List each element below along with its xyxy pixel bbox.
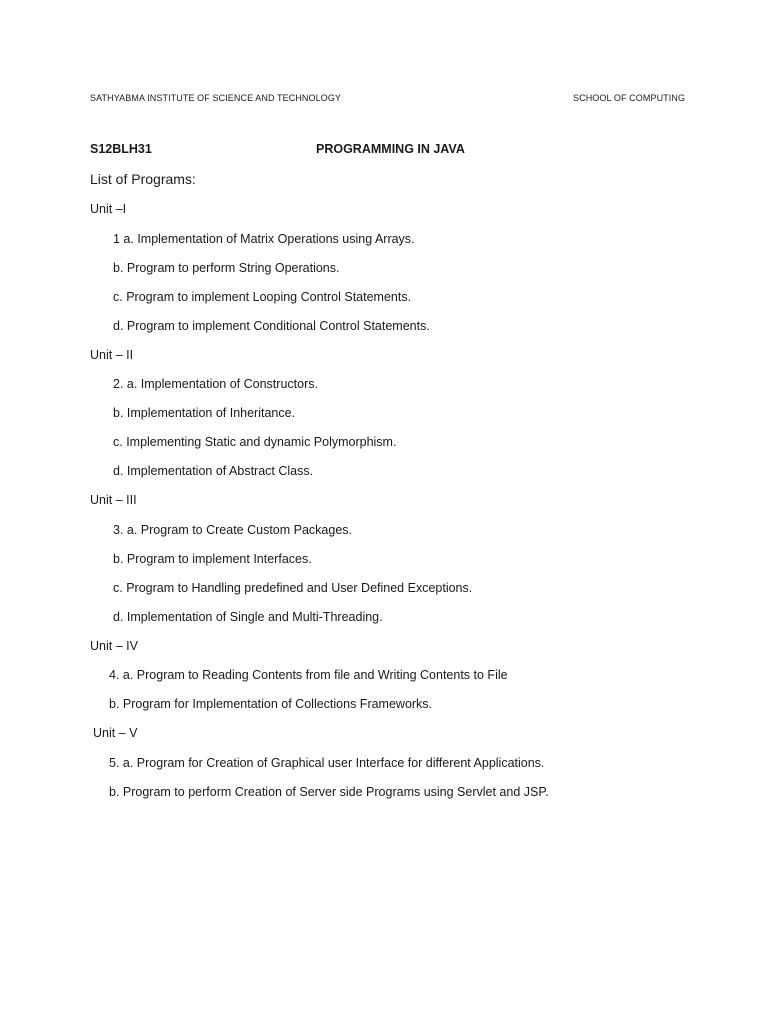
unit-4-heading: Unit – IV — [90, 639, 138, 653]
unit-2-item-c: c. Implementing Static and dynamic Polymorphism. — [113, 435, 397, 449]
unit-1-item-d: d. Program to implement Conditional Control Statements. — [113, 319, 430, 333]
unit-3-item-a: 3. a. Program to Create Custom Packages. — [113, 523, 352, 537]
unit-5-heading: Unit – V — [93, 726, 138, 740]
course-code: S12BLH31 — [90, 142, 152, 156]
unit-1-item-c: c. Program to implement Looping Control Statements. — [113, 290, 412, 304]
unit-2-heading: Unit – II — [90, 348, 134, 362]
unit-2-item-a: 2. a. Implementation of Constructors. — [113, 377, 318, 391]
unit-1-item-b: b. Program to perform String Operations. — [113, 261, 340, 275]
unit-4-item-b: b. Program for Implementation of Collections Frameworks. — [109, 697, 433, 711]
unit-4-item-a: 4. a. Program to Reading Contents from file and Writing Contents to File — [109, 668, 508, 682]
course-title: PROGRAMMING IN JAVA — [316, 142, 465, 156]
list-title: List of Programs: — [90, 171, 196, 187]
unit-3-heading: Unit – III — [90, 493, 137, 507]
institute-name: SATHYABMA INSTITUTE OF SCIENCE AND TECHNOLOGY — [90, 93, 342, 103]
unit-3-item-b: b. Program to implement Interfaces. — [113, 552, 312, 566]
school-name: SCHOOL OF COMPUTING — [573, 93, 686, 103]
unit-3-item-c: c. Program to Handling predefined and User Defined Exceptions. — [113, 581, 473, 595]
unit-5-item-b: b. Program to perform Creation of Server side Programs using Servlet and JSP. — [109, 785, 549, 799]
unit-5-item-a: 5. a. Program for Creation of Graphical user Interface for different Applications. — [109, 756, 545, 770]
unit-3-item-d: d. Implementation of Single and Multi-Threading. — [113, 610, 383, 624]
unit-2-item-b: b. Implementation of Inheritance. — [113, 406, 296, 420]
unit-1-item-a: 1 a. Implementation of Matrix Operations using Arrays. — [113, 232, 415, 246]
unit-1-heading: Unit –I — [90, 202, 127, 216]
unit-2-item-d: d. Implementation of Abstract Class. — [113, 464, 314, 478]
